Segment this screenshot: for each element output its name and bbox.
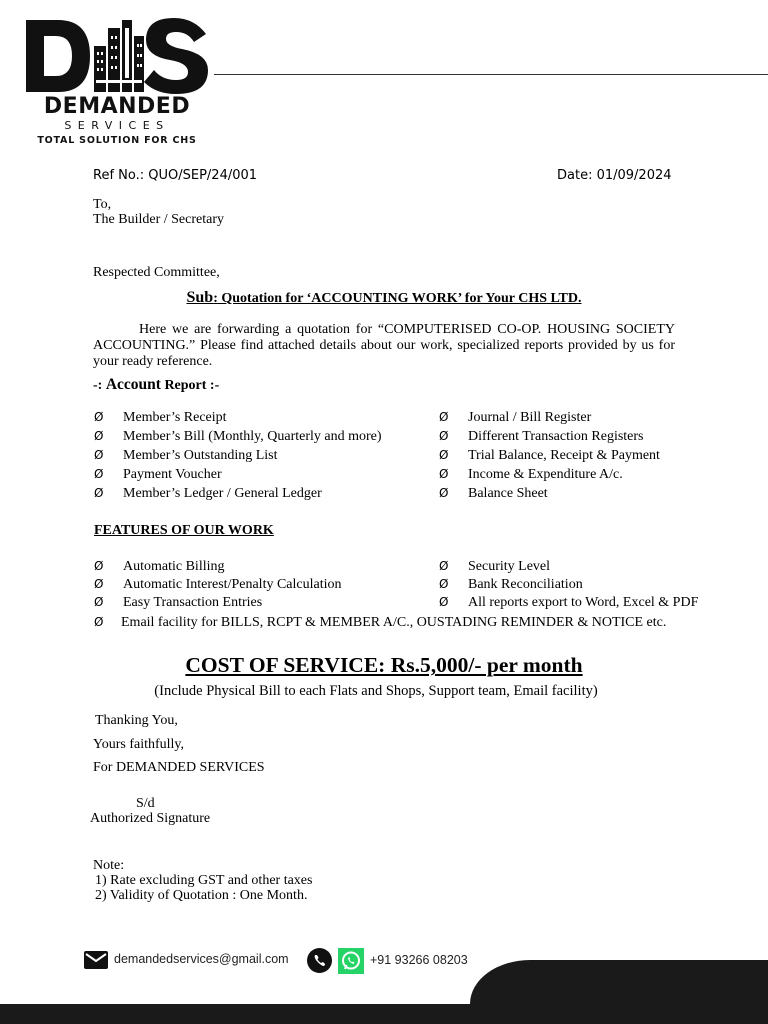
letter-date: Date: 01/09/2024	[557, 168, 672, 183]
bullet-icon: Ø	[94, 410, 104, 424]
intro-paragraph	[93, 322, 675, 370]
bullet-icon: Ø	[439, 595, 449, 609]
note-item: 2) Validity of Quotation : One Month.	[95, 888, 308, 903]
subject-prefix: Sub	[186, 289, 214, 306]
list-item: Ø Trial Balance, Receipt & Payment	[439, 448, 660, 463]
bullet-icon: Ø	[94, 448, 104, 462]
bullet-icon: Ø	[94, 429, 104, 443]
intro-text: Here we are forwarding a quotation for “COMPUTERISED CO-OP. HOUSING SOCIETY ACCOUNTING.” Please find attached details about our work, specialized reports provided by us for your ready reference.	[93, 322, 675, 369]
cost-inclusions: (Include Physical Bill to each Flats and Shops, Support team, Email facility)	[154, 683, 598, 699]
list-item: Ø Bank Reconciliation	[439, 577, 583, 592]
list-item: Ø Journal / Bill Register	[439, 410, 592, 425]
list-item: Ø Member’s Bill (Monthly, Quarterly and more)	[94, 429, 382, 444]
bullet-icon: Ø	[94, 486, 104, 500]
closing-thanks: Thanking You,	[95, 713, 178, 728]
logo-mark-icon	[24, 16, 210, 94]
bullet-icon: Ø	[94, 467, 104, 481]
features-heading: FEATURES OF OUR WORK	[94, 523, 274, 538]
recipient-line: The Builder / Secretary	[93, 212, 225, 227]
logo-tagline: TOTAL SOLUTION FOR CHS	[37, 135, 197, 146]
features-list-right	[439, 559, 759, 613]
bullet-icon: Ø	[439, 559, 449, 573]
closing-company: For DEMANDED SERVICES	[93, 760, 265, 775]
header-divider	[214, 74, 768, 75]
reference-number: Ref No.: QUO/SEP/24/001	[93, 168, 258, 183]
list-item: Ø Member’s Ledger / General Ledger	[94, 486, 322, 501]
list-item: Ø Automatic Billing	[94, 559, 225, 574]
list-item: Ø Balance Sheet	[439, 486, 548, 501]
bullet-icon: Ø	[439, 486, 449, 500]
subject-line	[0, 289, 768, 307]
account-heading-prefix: -:	[93, 378, 106, 393]
list-item: Ø All reports export to Word, Excel & PDF	[439, 595, 699, 610]
logo-services: SERVICES	[64, 119, 170, 132]
bullet-icon: Ø	[439, 467, 449, 481]
closing-faithfully: Yours faithfully,	[93, 737, 185, 752]
bullet-icon: Ø	[94, 595, 104, 609]
account-heading-word: Account	[105, 376, 161, 393]
bullet-icon: Ø	[439, 410, 449, 424]
list-item: Ø Email facility for BILLS, RCPT & MEMBER A/C., OUSTADING REMINDER & NOTICE etc.	[94, 615, 667, 630]
list-item: Ø Easy Transaction Entries	[94, 595, 263, 610]
mail-icon	[84, 951, 108, 969]
list-item: Ø Automatic Interest/Penalty Calculation	[94, 577, 342, 592]
signature-mark: S/d	[136, 796, 155, 811]
reports-list-right	[439, 410, 739, 505]
subject-text: : Quotation for ‘ACCOUNTING WORK’ for Your CHS LTD.	[213, 291, 582, 306]
phone-icon	[307, 948, 332, 973]
account-heading-rest: Report :-	[160, 378, 220, 393]
list-item: Ø Member’s Outstanding List	[94, 448, 278, 463]
list-item: Ø Payment Voucher	[94, 467, 222, 482]
logo-name: DEMANDED	[43, 94, 191, 119]
list-item: Ø Security Level	[439, 559, 551, 574]
footer-phone[interactable]: +91 93266 08203	[370, 953, 468, 967]
bullet-icon: Ø	[94, 559, 104, 573]
reports-list-left	[94, 410, 434, 505]
bullet-icon: Ø	[439, 448, 449, 462]
bullet-icon: Ø	[439, 577, 449, 591]
authorized-signature: Authorized Signature	[90, 811, 211, 826]
note-label: Note:	[93, 858, 125, 873]
bullet-icon: Ø	[439, 429, 449, 443]
footer-bar	[0, 1004, 768, 1024]
list-item: Ø Member’s Receipt	[94, 410, 227, 425]
features-list-left	[94, 559, 434, 613]
list-item: Ø Different Transaction Registers	[439, 429, 644, 444]
salutation: Respected Committee,	[93, 265, 220, 280]
bullet-icon: Ø	[94, 577, 104, 591]
company-logo	[24, 16, 214, 148]
to-line: To,	[93, 197, 112, 212]
account-report-heading	[93, 376, 219, 394]
cost-of-service: COST OF SERVICE: Rs.5,000/- per month	[185, 653, 583, 677]
bullet-icon: Ø	[94, 615, 104, 629]
list-item: Ø Income & Expenditure A/c.	[439, 467, 623, 482]
features-list-full	[94, 615, 714, 634]
note-item: 1) Rate excluding GST and other taxes	[95, 873, 313, 888]
whatsapp-icon	[338, 948, 364, 974]
footer-email[interactable]: demandedservices@gmail.com	[114, 952, 289, 966]
